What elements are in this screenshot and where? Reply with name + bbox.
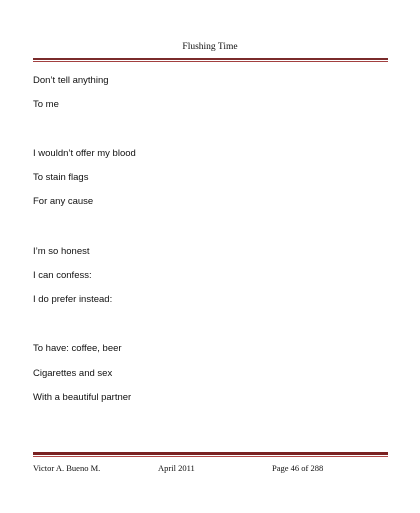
poem-line: I wouldn’t offer my blood — [33, 148, 136, 159]
footer-page-number: Page 46 of 288 — [272, 463, 324, 473]
poem-line: I do prefer instead: — [33, 294, 113, 305]
footer-rule — [33, 452, 388, 455]
running-header-title: Flushing Time — [182, 42, 238, 52]
footer-author: Victor A. Bueno M. — [33, 463, 101, 473]
poem-line: To have: coffee, beer — [33, 343, 122, 354]
poem-line: I can confess: — [33, 270, 92, 281]
poem-line: Cigarettes and sex — [33, 368, 113, 379]
header-rule — [33, 58, 388, 60]
poem-line: Don’t tell anything — [33, 75, 109, 86]
footer-rule-thin — [33, 456, 388, 457]
poem-line: For any cause — [33, 196, 94, 207]
poem-line: To stain flags — [33, 172, 89, 183]
header-rule-thin — [33, 61, 388, 62]
footer-date: April 2011 — [158, 463, 195, 473]
poem-line: I’m so honest — [33, 246, 90, 257]
poem-line: With a beautiful partner — [33, 392, 132, 403]
poem-line: To me — [33, 99, 59, 110]
